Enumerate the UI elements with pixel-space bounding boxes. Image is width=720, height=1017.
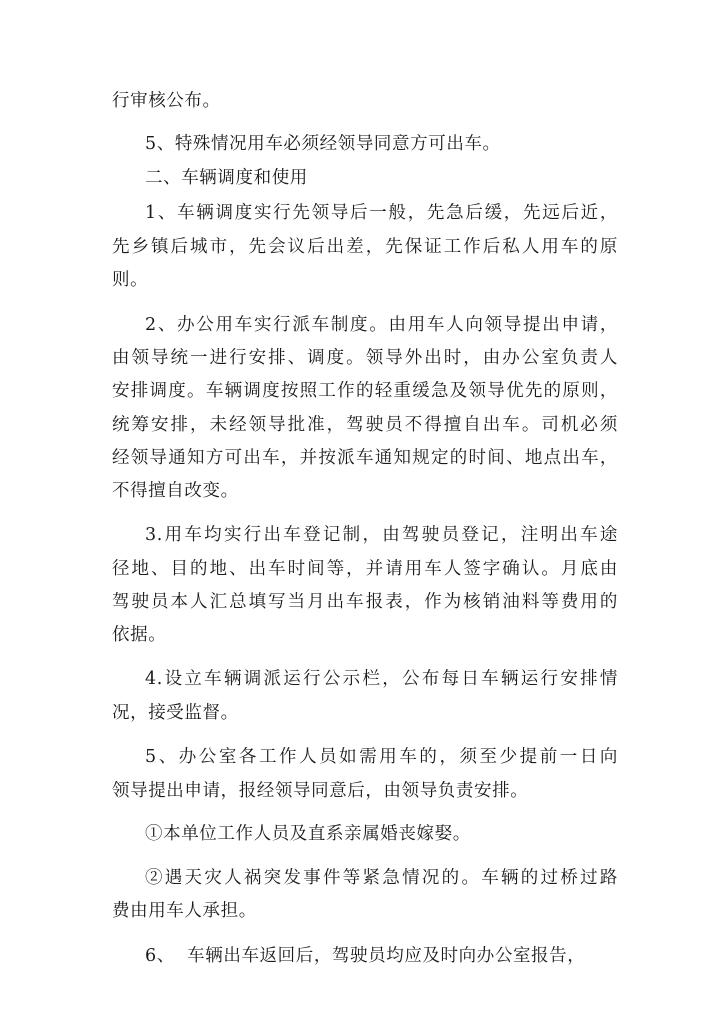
text-line: 5、办公室各工作人员如需用车的，须至少提前一日向	[145, 747, 618, 767]
text-line: 驾驶员本人汇总填写当月出车报表，作为核销油料等费用的	[112, 592, 618, 612]
text-line: 经领导通知方可出车，并按派车通知规定的时间、地点出车，	[112, 448, 618, 468]
section-heading: 二、车辆调度和使用	[145, 168, 308, 188]
text-line: 统筹安排，未经领导批准，驾驶员不得擅自出车。司机必须	[112, 415, 618, 435]
text-line: 依据。	[112, 625, 167, 645]
text-line: ①本单位工作人员及直系亲属婚丧嫁娶。	[145, 824, 471, 844]
text-line: 由领导统一进行安排、调度。领导外出时，由办公室负责人	[112, 348, 618, 368]
text-line: 领导提出申请，报经领导同意后，由领导负责安排。	[112, 781, 529, 801]
text-line: 6、 车辆出车返回后，驾驶员均应及时向办公室报告，	[145, 946, 586, 966]
text-line: 4.设立车辆调派运行公示栏，公布每日车辆运行安排情	[145, 669, 618, 689]
text-line: 不得擅自改变。	[112, 481, 239, 501]
text-line: 安排调度。车辆调度按照工作的轻重缓急及领导优先的原则，	[112, 381, 618, 401]
text-line: 1、车辆调度实行先领导后一般，先急后缓，先远后近，	[145, 203, 618, 223]
text-line: 5、特殊情况用车必须经领导同意方可出车。	[145, 134, 501, 154]
text-line: 3.用车均实行出车登记制，由驾驶员登记，注明出车途	[145, 525, 618, 545]
text-line: 况，接受监督。	[112, 703, 239, 723]
text-line: 费由用车人承担。	[112, 901, 257, 921]
text-line: 2、办公用车实行派车制度。由用车人向领导提出申请，	[145, 315, 618, 335]
text-line: 先乡镇后城市，先会议后出差，先保证工作后私人用车的原	[112, 237, 618, 257]
text-line: ②遇天灾人祸突发事件等紧急情况的。车辆的过桥过路	[145, 868, 618, 888]
text-line: 径地、目的地、出车时间等，并请用车人签字确认。月底由	[112, 559, 618, 579]
text-line: 则。	[112, 270, 149, 290]
text-line: 行审核公布。	[112, 91, 221, 111]
